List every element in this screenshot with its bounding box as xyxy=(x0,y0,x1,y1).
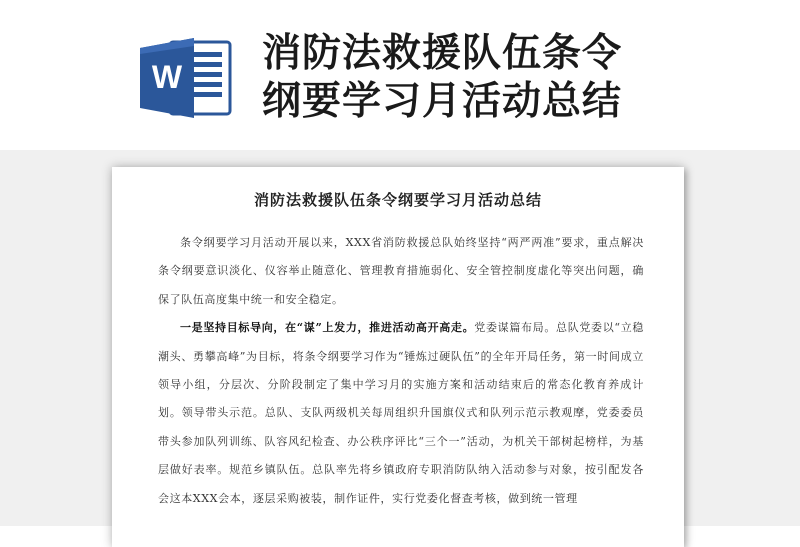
header-banner xyxy=(0,0,800,150)
page-title xyxy=(262,30,782,126)
document-page xyxy=(112,167,684,547)
paragraph-section-1 xyxy=(158,314,644,513)
page-title-line-1: 消防法救援队伍条令 xyxy=(262,31,623,76)
word-icon-letter: W xyxy=(151,59,183,95)
paragraph-intro: 条令纲要学习月活动开展以来，XXX省消防救援总队始终坚持“两严两准”要求，重点解决条令纲要意识淡化、仪容举止随意化、管理教育措施弱化、安全管控制度虚化等突出问题，确保了队伍高度集中统一和安全稳定。 xyxy=(158,236,644,306)
document-body xyxy=(158,229,644,513)
word-document-icon xyxy=(136,36,236,120)
section-1-text: 党委谋篇布局。总队党委以“立稳潮头、勇攀高峰”为目标，将条令纲要学习作为“锤炼过硬队伍”的全年开局任务，第一时间成立领导小组，分层次、分阶段制定了集中学习月的实施方案和活动结束后的常态化教育养成计划。领导带头示范。总队、支队两级机关每周组织升国旗仪式和队列示范示教观摩，党委委员带头参加队列训练、队容风纪检查、办公秩序评比“三个一”活动，为机关干部树起榜样，为基层做好表率。规范乡镇队伍。总队率先将乡镇政府专职消防队纳入活动参与对象，按引配发各会这本XXX会本，逐层采购被装，制作证件，实行党委化督查考核，做到统一管理 xyxy=(158,321,644,505)
document-title: 消防法救援队伍条令纲要学习月活动总结 xyxy=(253,191,542,209)
section-1-lead: 一是坚持目标导向，在“谋”上发力，推进活动高开高走。 xyxy=(180,321,475,335)
page-title-line-2: 纲要学习月活动总结 xyxy=(262,79,623,124)
